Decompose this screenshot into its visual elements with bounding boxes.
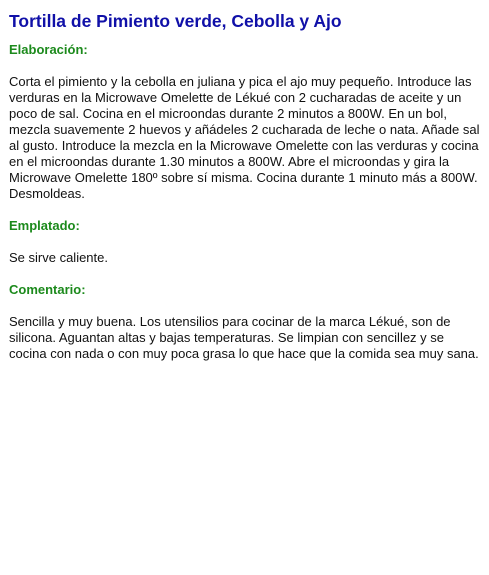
- section-heading-emplatado: Emplatado:: [9, 218, 80, 233]
- section-text-comentario: Sencilla y muy buena. Los utensilios para cocinar de la marca Lékué, son de silicona. Aguantan altas y bajas temperaturas. Se limpian con sencillez y se cocina con nada o con muy poca grasa lo que hace que la comida sea muy sana.: [9, 314, 479, 361]
- section-heading-elaboracion: Elaboración:: [9, 42, 88, 57]
- section-text-elaboracion: Corta el pimiento y la cebolla en juliana y pica el ajo muy pequeño. Introduce las verduras en la Microwave Omelette de Lékué con 2 cucharadas de aceite y un poco de sal. Cocina en el microondas durante 2 minutos a 800W. En un bol, mezcla suavemente 2 huevos y añádeles 2 cucharada de leche o nata. Añade sal al gusto. Introduce la mezcla en la Microwave Omelette con las verduras y cocina en el microondas durante 1.30 minutos a 800W. Abre el microondas y gira la Microwave Omelette 180º sobre sí misma. Cocina durante 1 minuto más a 800W. Desmoldeas.: [9, 74, 480, 201]
- section-heading-comentario: Comentario:: [9, 282, 86, 297]
- section-text-emplatado: Se sirve caliente.: [9, 250, 108, 265]
- recipe-title: Tortilla de Pimiento verde, Cebolla y Ajo: [9, 11, 342, 31]
